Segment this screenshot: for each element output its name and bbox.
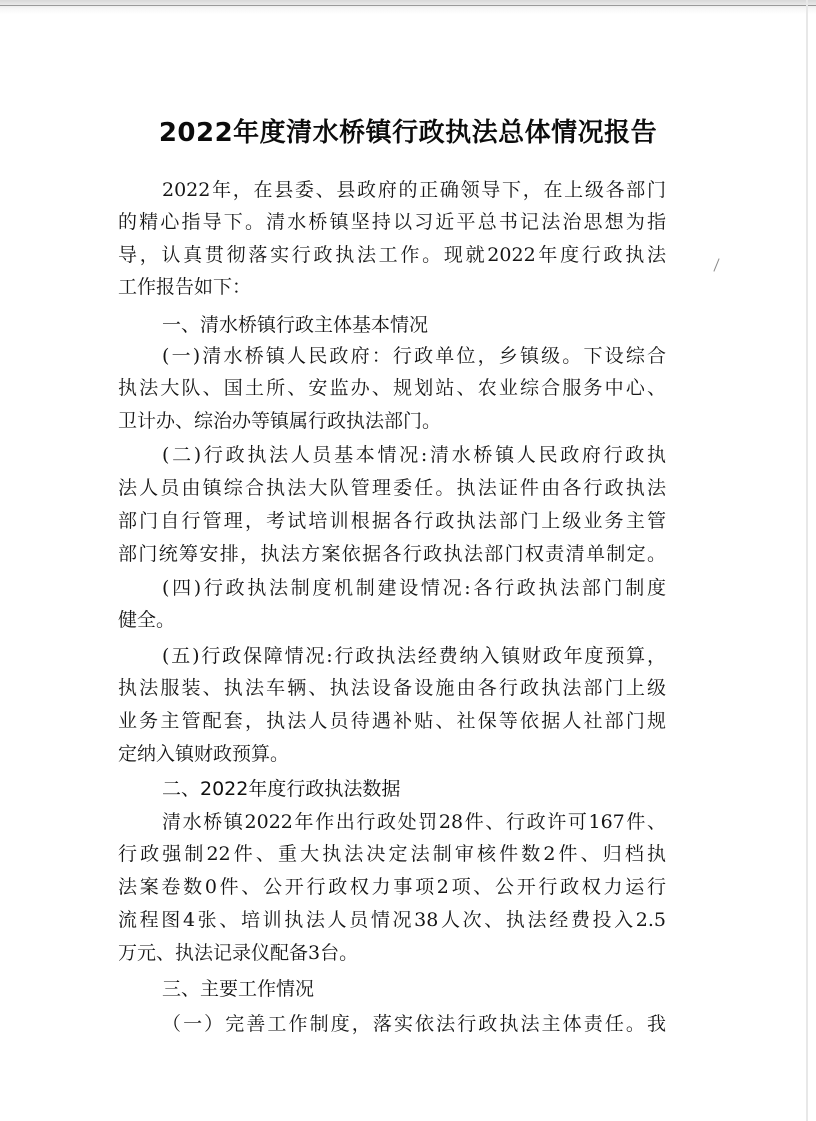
p3-line-1: (四)行政执法制度机制建设情况:各行政执法部门制度 <box>162 577 666 599</box>
section-heading-1: 一、清水桥镇行政主体基本情况 <box>162 314 429 336</box>
intro-line-3: 导，认真贯彻落实行政执法工作。现就2022年度行政执法 <box>118 244 666 266</box>
p1-line-1: (一)清水桥镇人民政府：行政单位，乡镇级。下设综合 <box>162 345 666 367</box>
p3-line-2: 健全。 <box>118 609 176 631</box>
pen-mark <box>713 258 719 271</box>
p1-line-2: 执法大队、国土所、安监办、规划站、农业综合服务中心、 <box>118 377 666 399</box>
p5-line-4: 流程图4张、培训执法人员情况38人次、执法经费投入2.5 <box>118 909 666 931</box>
p5-line-2: 行政强制22件、重大执法决定法制审核件数2件、归档执 <box>118 843 666 865</box>
p4-line-4: 定纳入镇财政预算。 <box>118 743 290 765</box>
p5-line-5: 万元、执法记录仪配备3台。 <box>118 942 359 964</box>
scan-top-edge <box>0 0 816 14</box>
p4-line-1: (五)行政保障情况:行政执法经费纳入镇财政年度预算， <box>162 645 666 667</box>
document-title: 2022年度清水桥镇行政执法总体情况报告 <box>158 118 658 148</box>
p4-line-2: 执法服装、执法车辆、执法设备设施由各行政执法部门上级 <box>118 677 666 699</box>
intro-line-2: 的精心指导下。清水桥镇坚持以习近平总书记法治思想为指 <box>118 211 666 233</box>
section-heading-2: 二、2022年度行政执法数据 <box>162 778 401 800</box>
p4-line-3: 业务主管配套，执法人员待遇补贴、社保等依据人社部门规 <box>118 710 666 732</box>
p2-line-2: 法人员由镇综合执法大队管理委任。执法证件由各行政执法 <box>118 477 666 499</box>
intro-line-1: 2022年，在县委、县政府的正确领导下，在上级各部门 <box>162 179 666 201</box>
p6-line-1: （一）完善工作制度，落实依法行政执法主体责任。我 <box>162 1013 666 1035</box>
section-heading-3: 三、主要工作情况 <box>162 978 315 1000</box>
p5-line-3: 法案卷数0件、公开行政权力事项2项、公开行政权力运行 <box>118 876 666 898</box>
p2-line-4: 部门统筹安排，执法方案依据各行政执法部门权责清单制定。 <box>118 543 666 565</box>
scan-line <box>0 5 816 6</box>
intro-line-4: 工作报告如下： <box>118 276 252 298</box>
p5-line-1: 清水桥镇2022年作出行政处罚28件、行政许可167件、 <box>162 811 666 833</box>
p2-line-1: (二)行政执法人员基本情况:清水桥镇人民政府行政执 <box>162 444 666 466</box>
page-right-edge <box>806 0 808 1121</box>
p2-line-3: 部门自行管理，考试培训根据各行政执法部门上级业务主管 <box>118 510 666 532</box>
p1-line-3: 卫计办、综治办等镇属行政执法部门。 <box>118 410 442 432</box>
